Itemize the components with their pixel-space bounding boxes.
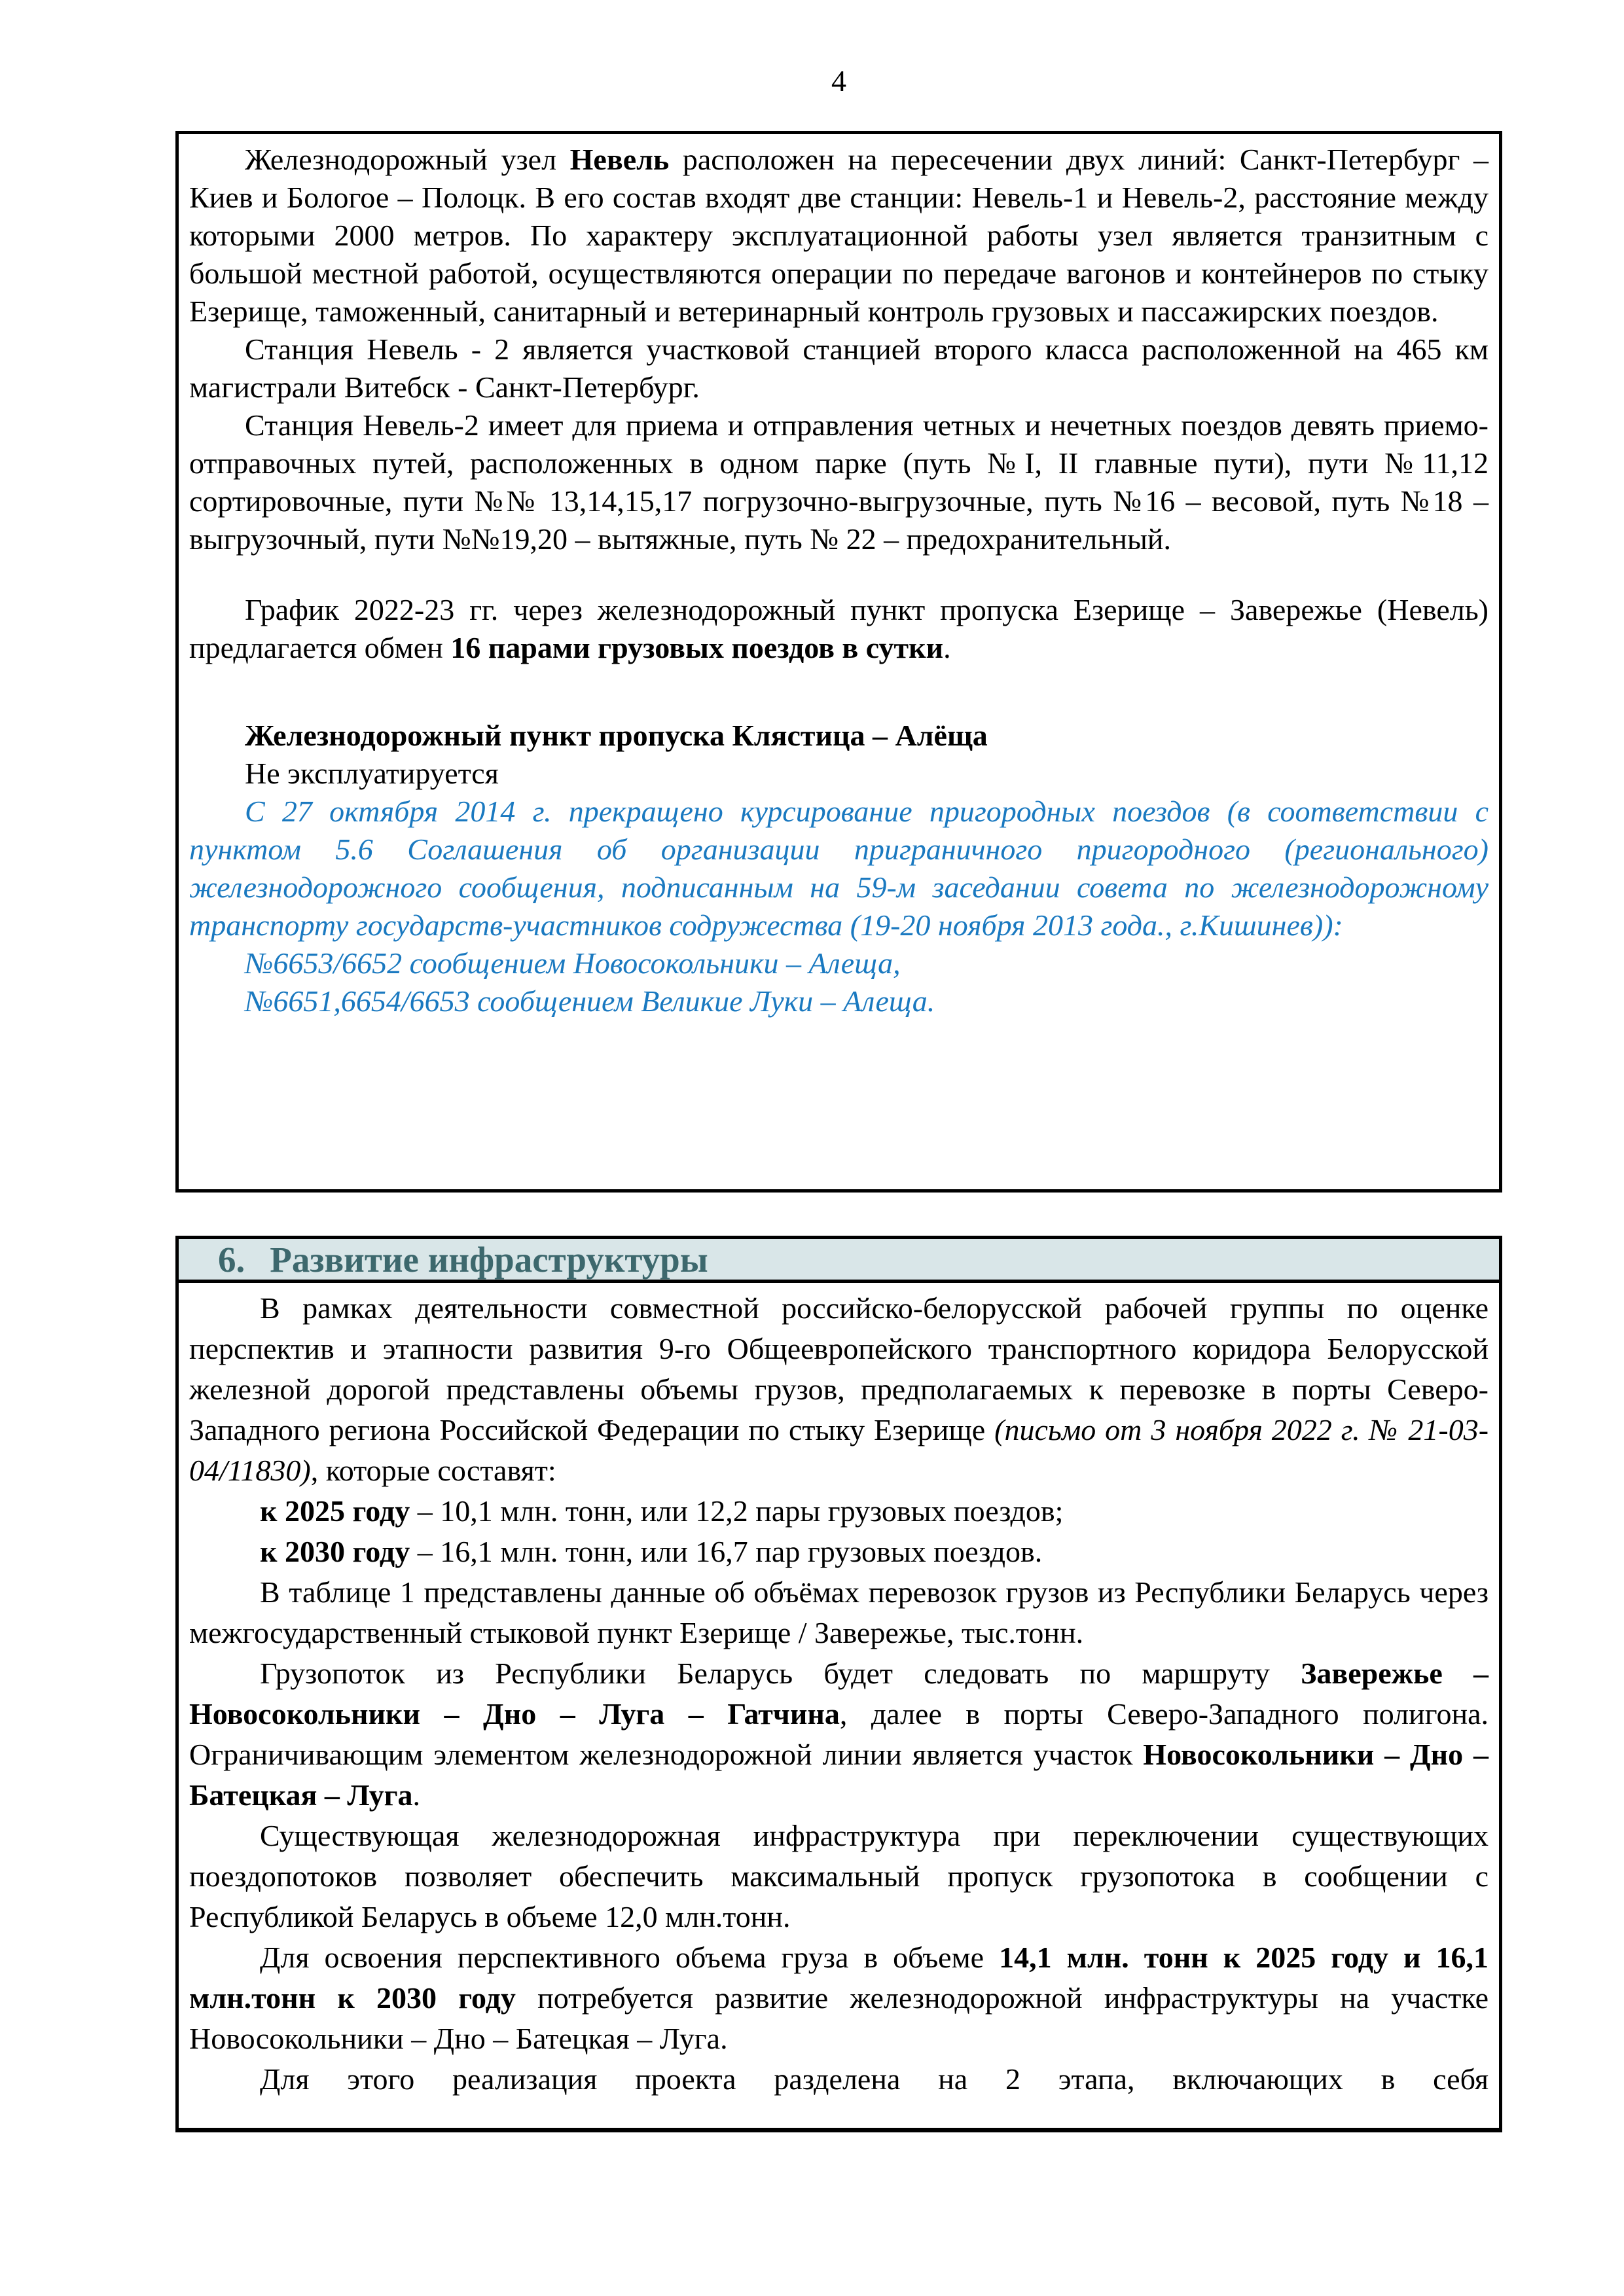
para-cargo-route: Грузопоток из Республики Беларусь будет следовать по маршруту Завережье – Новосокольники – Дно – Луга – Гатчина, далее в порты Северо-Западного полигона. Ограничивающим элементом железнодорожной линии является участок Новосокольники – Дно – Батецкая – Луга.	[189, 1657, 1489, 1812]
item-volume-2030: к 2030 году – 16,1 млн. тонн, или 16,7 пар грузовых поездов.	[260, 1535, 1043, 1568]
section-6-header	[179, 1239, 1499, 1283]
para-nevel2-tracks: Станция Невель-2 имеет для приема и отправления четных и нечетных поездов девять приемо-отправочных путей, расположенных в одном парке (путь №I, II главные пути), пути №11,12 сортировочные, пути №№ 13,14,15,17 погрузочно-выгрузочные, путь №16 – весовой, путь №18 – выгрузочный, пути №№19,20 – вытяжные, путь № 22 – предохранительный.	[189, 408, 1489, 556]
para-nevel2-station-class: Станция Невель - 2 является участковой станцией второго класса расположенной на 465 км магистрали Витебск - Санкт-Петербург.	[189, 332, 1489, 404]
para-project-two-stages: Для этого реализация проекта разделена на 2 этапа, включающих в себя	[260, 2062, 1489, 2096]
section-nevel-overview-box	[175, 131, 1502, 1193]
page-number: 4	[831, 64, 846, 98]
para-suburban-trains-cancelled: С 27 октября 2014 г. прекращено курсирование пригородных поездов (в соответствии с пунктом 5.6 Соглашения об организации приграничного пригородного (регионального) железнодорожного сообщения, подписанным на 59-м заседании совета по железнодорожному транспорту государств-участников содружества (19-20 ноября 2013 года., г.Кишинев)):	[189, 795, 1489, 942]
para-working-group-volumes: В рамках деятельности совместной российско-белорусской рабочей группы по оценке перспектив и этапности развития 9-го Общеевропейского транспортного коридора Белорусской железной дорогой представлены объемы грузов, предполагаемых к перевозке в порты Северо-Западного региона Российской Федерации по стыку Езерище (письмо от 3 ноября 2022 г. № 21-03-04/11830), которые составят:	[189, 1291, 1489, 1487]
section-6-title: Развитие инфраструктуры	[270, 1240, 708, 1280]
para-nevel-junction: Железнодорожный узел Невель расположен на пересечении двух линий: Санкт-Петербург – Киев и Бологое – Полоцк. В его состав входят две станции: Невель-1 и Невель-2, расстояние между которыми 2000 метров. По характеру эксплуатационной работы узел является транзитным с большой местной работой, осуществляются операции по передаче вагонов и контейнеров по стыку Езерище, таможенный, санитарный и ветеринарный контроль грузовых и пассажирских поездов.	[189, 143, 1489, 328]
para-not-operated: Не эксплуатируется	[245, 757, 499, 790]
para-development-needed: Для освоения перспективного объема груза в объеме 14,1 млн. тонн к 2025 году и 16,1 млн.тонн к 2030 году потребуется развитие железнодорожной инфраструктуры на участке Новосокольники – Дно – Батецкая – Луга.	[189, 1941, 1489, 2055]
item-train-6651-6654-6653: №6651,6654/6653 сообщением Великие Луки – Алеща.	[245, 984, 935, 1018]
section-6-number: 6.	[218, 1240, 245, 1280]
heading-klyastitsa-alyoscha: Железнодорожный пункт пропуска Клястица – Алёща	[245, 719, 988, 752]
para-schedule-2022-23: График 2022-23 гг. через железнодорожный пункт пропуска Езерище – Завережье (Невель) предлагается обмен 16 парами грузовых поездов в сутки.	[189, 593, 1489, 664]
para-existing-infrastructure: Существующая железнодорожная инфраструктура при переключении существующих поездопотоков позволяет обеспечить максимальный пропуск грузопотока в сообщении с Республикой Беларусь в объеме 12,0 млн.тонн.	[189, 1819, 1489, 1933]
para-table1-reference: В таблице 1 представлены данные об объёмах перевозок грузов из Республики Беларусь через межгосударственный стыковой пункт Езерище / Завережье, тыс.тонн.	[189, 1575, 1489, 1649]
section-infrastructure-box	[175, 1236, 1502, 2132]
item-train-6653-6652: №6653/6652 сообщением Новосокольники – Алеща,	[245, 946, 901, 980]
item-volume-2025: к 2025 году – 10,1 млн. тонн, или 12,2 пары грузовых поездов;	[260, 1494, 1064, 1528]
section-6-body	[179, 1283, 1499, 2100]
